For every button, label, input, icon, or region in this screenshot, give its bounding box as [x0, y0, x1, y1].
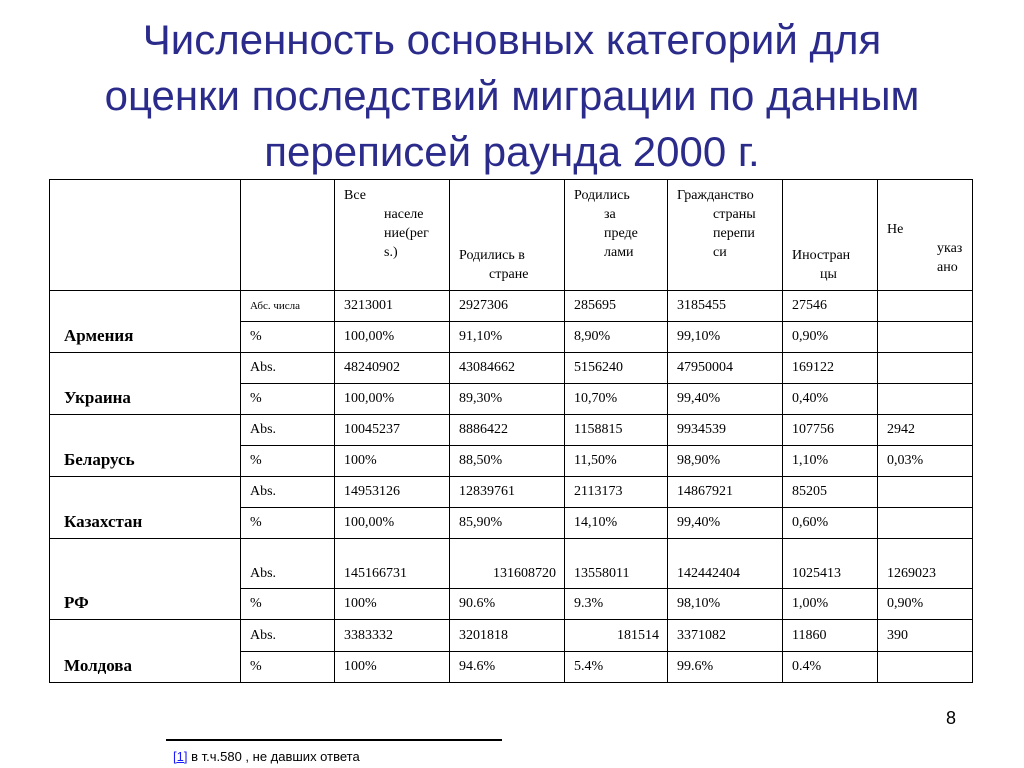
- table-cell: 0,03%: [878, 446, 973, 477]
- table-cell: 0,90%: [783, 322, 878, 353]
- table-cell: 142442404: [668, 539, 783, 589]
- table-cell: 99.6%: [668, 652, 783, 683]
- title-line-1: Численность основных категорий для: [142, 16, 882, 63]
- table-cell: 89,30%: [450, 384, 565, 415]
- slide-title: [40, 12, 984, 180]
- table-cell: 169122: [783, 353, 878, 384]
- table-cell: 14867921: [668, 477, 783, 508]
- header-born-abroad: Родились за преде лами: [565, 180, 668, 291]
- table-cell: 181514: [565, 620, 668, 652]
- table-cell: 2113173: [565, 477, 668, 508]
- unit-label: %: [241, 589, 335, 620]
- table-cell: 11,50%: [565, 446, 668, 477]
- table-cell: 3201818: [450, 620, 565, 652]
- table-cell: 0,60%: [783, 508, 878, 539]
- header-foreigners: Иностран цы: [783, 180, 878, 291]
- header-row: [50, 180, 973, 291]
- table-cell: 98,10%: [668, 589, 783, 620]
- table-cell: 1,10%: [783, 446, 878, 477]
- table-cell: 1,00%: [783, 589, 878, 620]
- table-cell: 85205: [783, 477, 878, 508]
- header-empty-country: [50, 180, 241, 291]
- table-cell: 99,10%: [668, 322, 783, 353]
- table-row: [50, 477, 973, 508]
- table-cell: 3213001: [335, 291, 450, 322]
- table-cell: 10,70%: [565, 384, 668, 415]
- table-cell: [878, 322, 973, 353]
- table-cell: 0,40%: [783, 384, 878, 415]
- table-cell: 2942: [878, 415, 973, 446]
- table-cell: 0.4%: [783, 652, 878, 683]
- unit-label: %: [241, 322, 335, 353]
- table-cell: 145166731: [335, 539, 450, 589]
- country-cell: Украина: [50, 353, 241, 415]
- unit-label: %: [241, 508, 335, 539]
- table-cell: 3185455: [668, 291, 783, 322]
- table-cell: [878, 291, 973, 322]
- table-cell: 91,10%: [450, 322, 565, 353]
- table-cell: [878, 384, 973, 415]
- title-line-3: переписей раунда 2000 г.: [264, 128, 760, 175]
- table-cell: 98,90%: [668, 446, 783, 477]
- unit-label: Abs.: [241, 477, 335, 508]
- table-cell: 0,90%: [878, 589, 973, 620]
- footnote-text: в т.ч.580 , не давших ответа: [187, 749, 360, 764]
- table-cell: 90.6%: [450, 589, 565, 620]
- table-cell: 8,90%: [565, 322, 668, 353]
- unit-label: %: [241, 652, 335, 683]
- table-cell: 48240902: [335, 353, 450, 384]
- table-cell: 100%: [335, 652, 450, 683]
- table-cell: 3371082: [668, 620, 783, 652]
- table-cell: 99,40%: [668, 384, 783, 415]
- table-row: [50, 539, 973, 589]
- table-cell: 94.6%: [450, 652, 565, 683]
- table-row: [50, 291, 973, 322]
- unit-label: Абс. числа: [241, 291, 335, 322]
- table-cell: 8886422: [450, 415, 565, 446]
- country-cell: РФ: [50, 539, 241, 620]
- table-cell: 14,10%: [565, 508, 668, 539]
- unit-label: %: [241, 384, 335, 415]
- table-cell: 27546: [783, 291, 878, 322]
- table-row: [50, 620, 973, 652]
- table-cell: 5.4%: [565, 652, 668, 683]
- table-cell: [878, 353, 973, 384]
- unit-label: Abs.: [241, 620, 335, 652]
- country-cell: Молдова: [50, 620, 241, 683]
- unit-label: Abs.: [241, 353, 335, 384]
- table-cell: 100,00%: [335, 384, 450, 415]
- table-cell: 99,40%: [668, 508, 783, 539]
- table-cell: 390: [878, 620, 973, 652]
- table-cell: 100%: [335, 589, 450, 620]
- country-cell: Армения: [50, 291, 241, 353]
- table-cell: 285695: [565, 291, 668, 322]
- table-cell: 3383332: [335, 620, 450, 652]
- table-cell: 43084662: [450, 353, 565, 384]
- table-cell: 10045237: [335, 415, 450, 446]
- table-cell: 1158815: [565, 415, 668, 446]
- table-row: [50, 415, 973, 446]
- table-cell: [878, 477, 973, 508]
- table-cell: 11860: [783, 620, 878, 652]
- table-cell: 100,00%: [335, 508, 450, 539]
- census-table: [49, 179, 973, 683]
- table-cell: 88,50%: [450, 446, 565, 477]
- header-all-population: Все населе ние(рег s.): [335, 180, 450, 291]
- title-line-2: оценки последствий миграции по данным: [104, 72, 920, 119]
- table-cell: 13558011: [565, 539, 668, 589]
- country-cell: Казахстан: [50, 477, 241, 539]
- header-citizens: Гражданство страны перепи си: [668, 180, 783, 291]
- table-cell: 100,00%: [335, 322, 450, 353]
- table-row: [50, 353, 973, 384]
- page-number: 8: [946, 708, 957, 728]
- table-cell: 9934539: [668, 415, 783, 446]
- table-cell: 1269023: [878, 539, 973, 589]
- table-cell: 131608720: [450, 539, 565, 589]
- footnote-separator: [166, 739, 502, 741]
- table-cell: 12839761: [450, 477, 565, 508]
- table-cell: 85,90%: [450, 508, 565, 539]
- header-empty-unit: [241, 180, 335, 291]
- table-cell: 5156240: [565, 353, 668, 384]
- table-cell: 100%: [335, 446, 450, 477]
- header-not-stated: Не указ ано: [878, 180, 973, 291]
- table-cell: 9.3%: [565, 589, 668, 620]
- table-cell: 107756: [783, 415, 878, 446]
- table-cell: 47950004: [668, 353, 783, 384]
- table-cell: 1025413: [783, 539, 878, 589]
- unit-label: Abs.: [241, 415, 335, 446]
- unit-label: Abs.: [241, 539, 335, 589]
- country-cell: Беларусь: [50, 415, 241, 477]
- table-cell: [878, 652, 973, 683]
- unit-label: %: [241, 446, 335, 477]
- table-cell: 14953126: [335, 477, 450, 508]
- header-born-in-country: Родились в стране: [450, 180, 565, 291]
- footnote-ref-link[interactable]: [1]: [173, 749, 188, 764]
- footnote: [173, 749, 360, 764]
- table-cell: [878, 508, 973, 539]
- table-cell: 2927306: [450, 291, 565, 322]
